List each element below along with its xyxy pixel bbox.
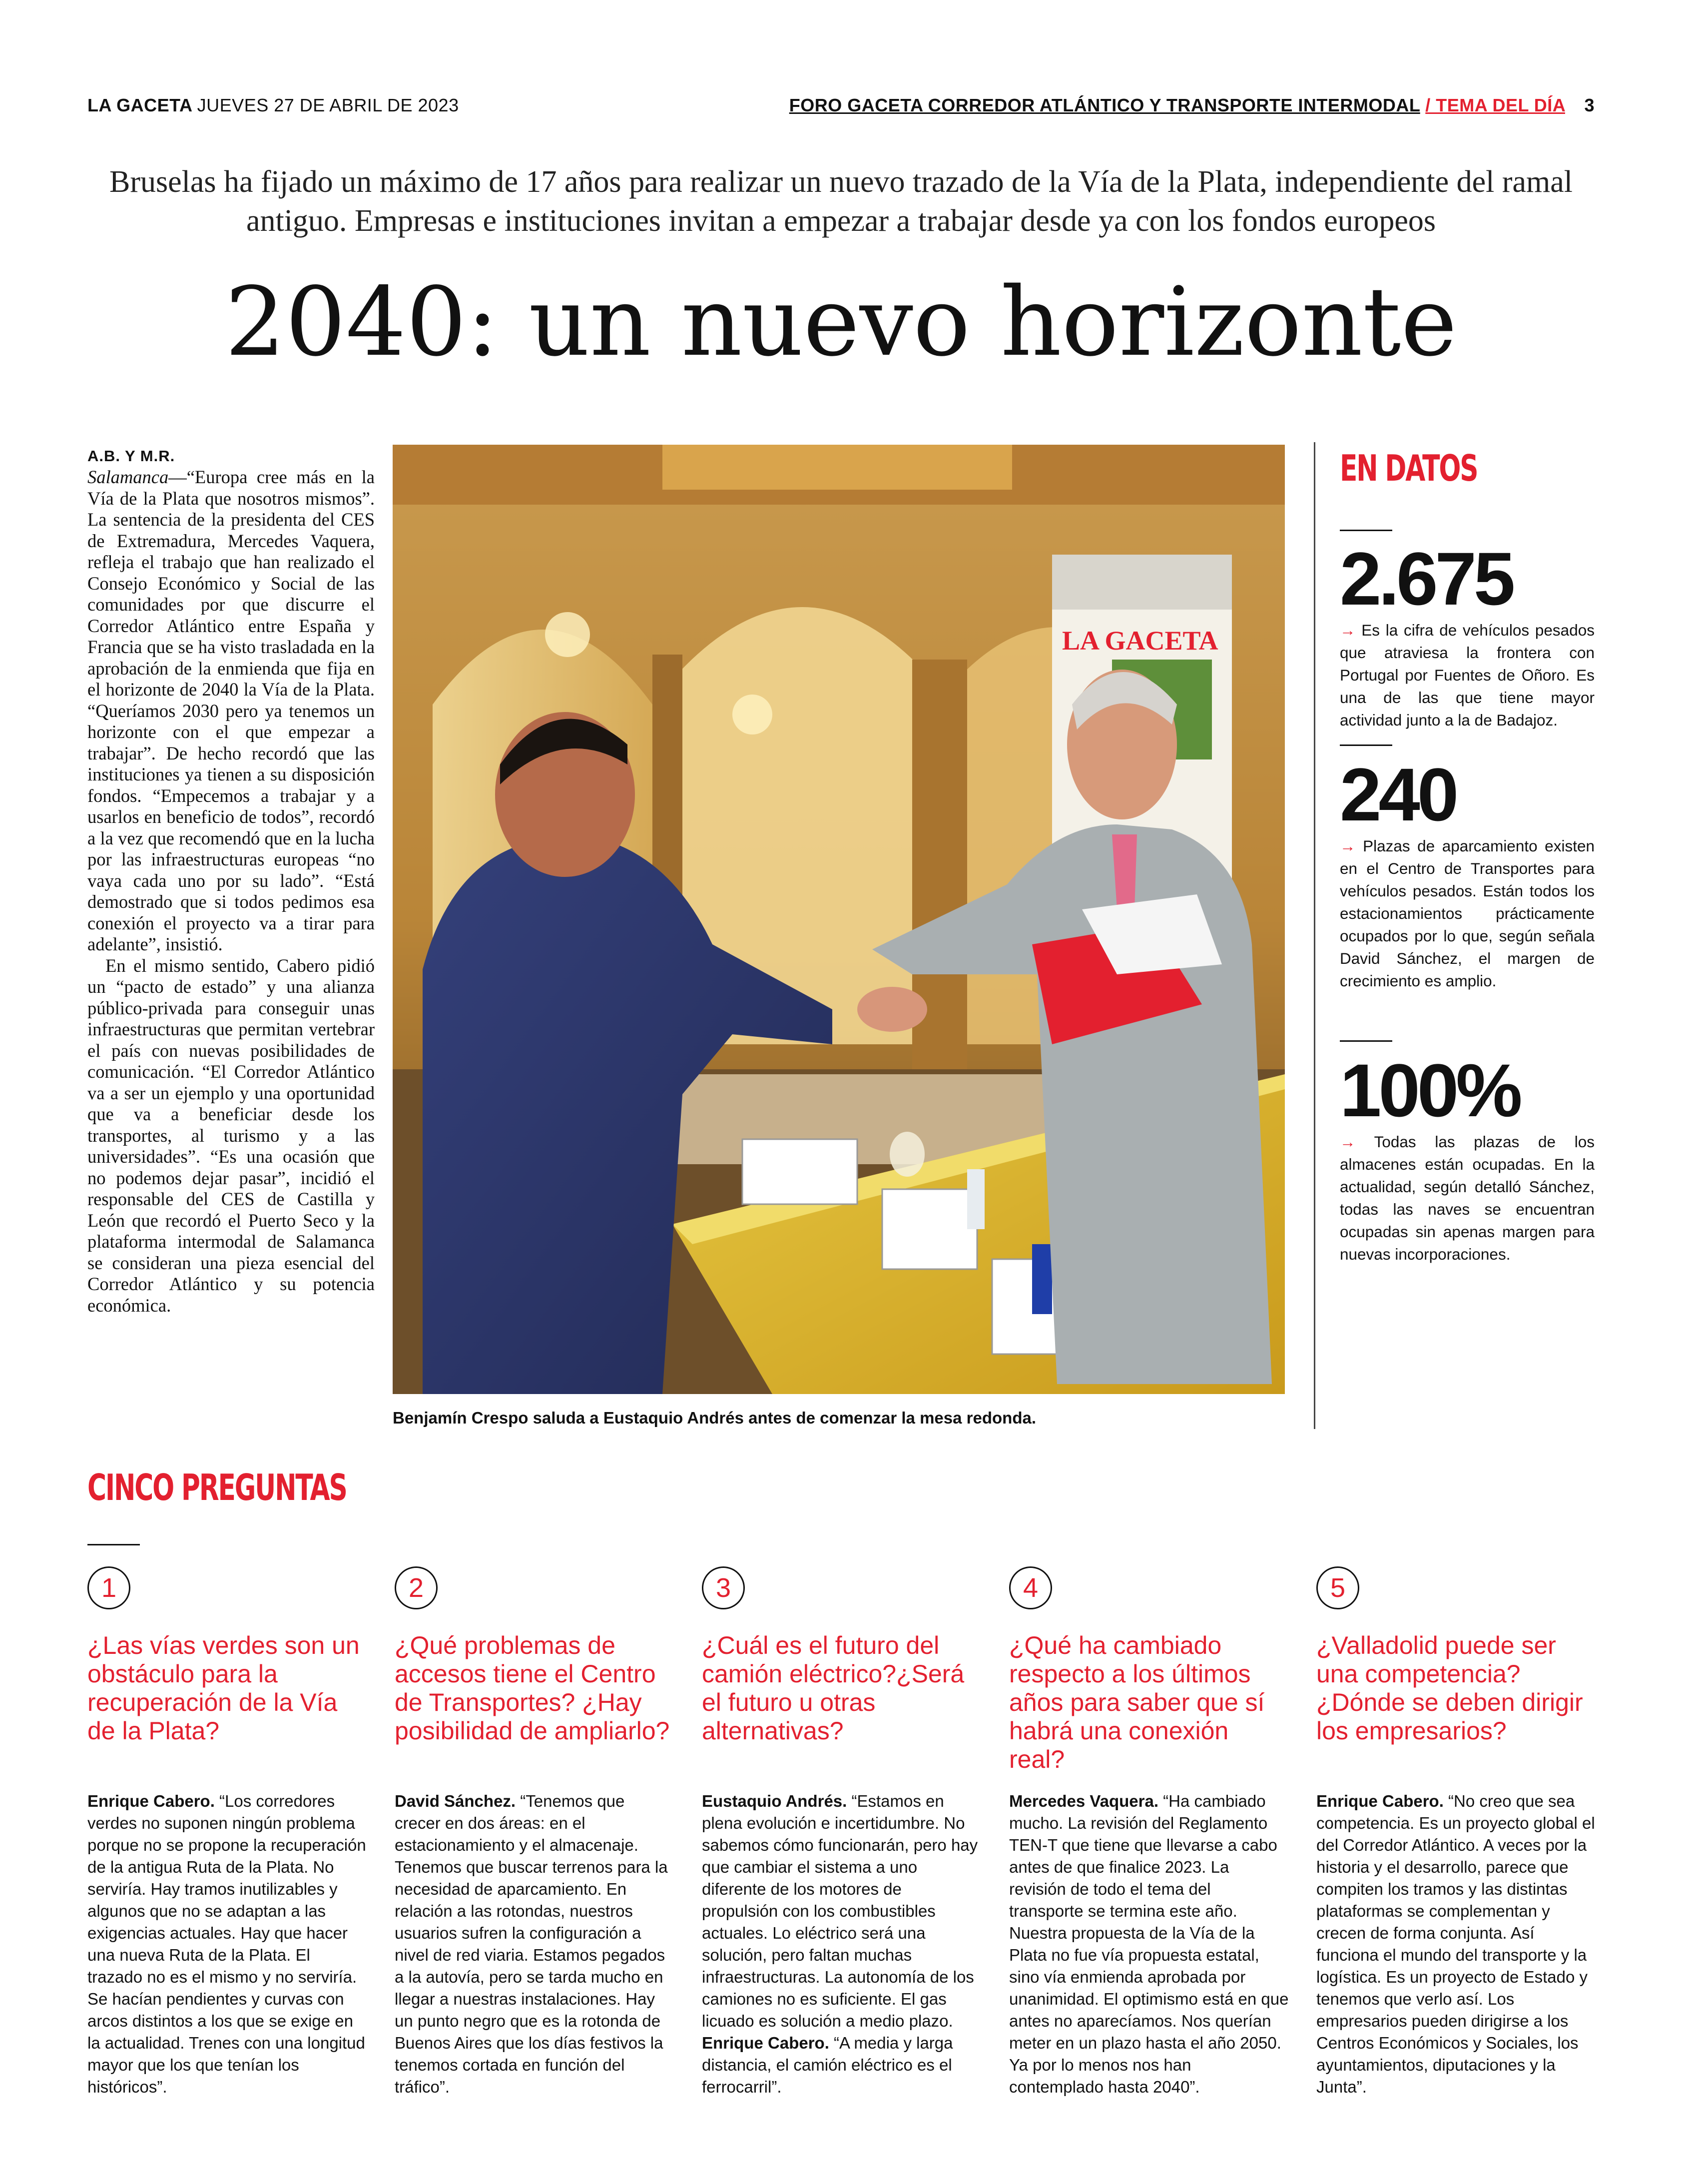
question-title: ¿Valladolid puede ser una competencia? ¿Dónde se deben dirigir los empresarios? — [1316, 1631, 1583, 1745]
answer-text — [87, 1790, 367, 2098]
article-body — [87, 446, 375, 1316]
answer-text — [395, 1790, 674, 2098]
question-number: 5 — [1316, 1566, 1359, 1609]
answer-speaker: Eustaquio Andrés. — [702, 1792, 847, 1810]
stat-item-2 — [1340, 744, 1595, 992]
banner-logo-text: LA GACETA — [1062, 626, 1218, 656]
question-title: ¿Qué ha cambiado respecto a los últimos años para saber que sí habrá una conexión real? — [1009, 1631, 1265, 1773]
issue-date: JUEVES 27 DE ABRIL DE 2023 — [197, 95, 459, 115]
dateline: Salamanca — [87, 467, 169, 487]
question-4 — [1009, 1566, 1289, 2098]
question-title: ¿Las vías verdes son un obstáculo para la recuperación de la Vía de la Plata? — [87, 1631, 360, 1745]
topic-label: / TEMA DEL DÍA — [1425, 95, 1565, 115]
cinco-preguntas-title: CINCO PREGUNTAS — [87, 1466, 347, 1508]
header-left — [87, 95, 459, 116]
section-rule — [87, 1544, 140, 1545]
arrow-icon: → — [1340, 837, 1356, 855]
article-paragraph-1 — [87, 467, 375, 955]
photo-caption: Benjamín Crespo saluda a Eustaquio Andrés antes de comenzar la mesa redonda. — [393, 1409, 1036, 1427]
answer-speaker: David Sánchez. — [395, 1792, 516, 1810]
stat-description — [1340, 619, 1595, 731]
answer-quote: “Los corredores verdes no suponen ningún problema porque no se propone la recuperación de la antigua Ruta de la Plata. No serviría. Hay tramos inutilizables y algunos que no se adaptan a las exigencias actuales. Hay que hacer una nueva Ruta de la Plata. El trazado no es el mismo y no serviría. Se hacían pendientes y curvas con arcos distintos a los que se exige en la actualidad. Trenes con una longitud mayor que los que tenían los históricos”. — [87, 1792, 366, 2096]
section-label: FORO GACETA CORREDOR ATLÁNTICO Y TRANSPORTE INTERMODAL — [789, 95, 1420, 115]
answer-text — [1316, 1790, 1596, 2098]
question-number: 3 — [702, 1566, 745, 1609]
question-2 — [395, 1566, 674, 2098]
stat-text: Plazas de aparcamiento existen en el Centro de Transportes para vehículos pesados. Están todos los estacionamientos prácticamente ocupados por lo que, según señala David Sánchez, el margen de crecimiento es amplio. — [1340, 837, 1595, 990]
question-5 — [1316, 1566, 1596, 2098]
article-paragraph-2: En el mismo sentido, Cabero pidió un “pacto de estado” y una alianza público-privada para conseguir unas infraestructuras que permitan vertebrar el país con nuevas posibilidades de comunicación. “El Corredor Atlántico va a ser un ejemplo y una oportunidad que va a beneficiar desde los transportes, al turismo y a las universidades”. “Es una ocasión que no podemos dejar pasar”, incidió el responsable del CES de Castilla y León que recordó el Puerto Seco y la plataforma intermodal de Salamanca se consideran una pieza esencial del Corredor Atlántico y su potencia económica. — [87, 955, 375, 1316]
event-photo — [393, 445, 1285, 1394]
question-number: 2 — [395, 1566, 438, 1609]
question-number: 4 — [1009, 1566, 1052, 1609]
answer-speaker: Enrique Cabero. — [87, 1792, 215, 1810]
article-text-1: —“Europa cree más en la Vía de la Plata que nosotros mismos”. La sentencia de la presidenta del CES de Extremadura, Mercedes Vaquera, refleja el trabajo que han realizado el Consejo Económico y Social de las comunidades por que discurre el Corredor Atlántico entre España y Francia que se ha visto trasladada en la aprobación de la enmienda que fija en el horizonte de 2040 la Vía de la Plata. “Queríamos 2030 pero ya tenemos un horizonte con el que empezar a trabajar”. De hecho recordó que las instituciones ya tienen a su disposición fondos. “Empecemos a trabajar y a usarlos en beneficio de todos”, recordó a la vez que recomendó que en la lucha por las infraestructuras europeas “no vaya cada uno por su lado”. “Está demostrado que si todos pedimos esa conexión el proyecto va a tirar para adelante”, insistió. — [87, 467, 375, 954]
page-number: 3 — [1584, 95, 1595, 115]
question-3 — [702, 1566, 982, 2098]
answer-quote: “Tenemos que crecer en dos áreas: en el estacionamiento y el almacenaje. Tenemos que buscar terrenos para la necesidad de aparcamiento. En relación a las rotondas, nuestros usuarios sufren la configuración a nivel de red viaria. Estamos pegados a la autovía, pero se tarda mucho en llegar a nuestras instalaciones. Hay un punto negro que es la rotonda de Buenos Aires que los días festivos la tenemos cortada en función del tráfico”. — [395, 1792, 668, 2096]
question-1 — [87, 1566, 367, 2098]
answer-speaker: Enrique Cabero. — [1316, 1792, 1444, 1810]
question-title: ¿Qué problemas de accesos tiene el Centro de Transportes? ¿Hay posibilidad de ampliarlo? — [395, 1631, 670, 1745]
headline: 2040: un nuevo horizonte — [225, 267, 1457, 377]
answer-quote: “Estamos en plena evolución e incertidumbre. No sabemos cómo funcionarán, pero hay que cambiar el sistema a uno diferente de los motores de propulsión con los combustibles actuales. Lo eléctrico será una solución, pero faltan muchas infraestructuras. La autonomía de los camiones no es suficiente. El gas licuado es solución a medio plazo. — [702, 1792, 978, 2030]
answer-text — [702, 1790, 982, 2098]
answer-text — [1009, 1790, 1289, 2098]
header-right — [789, 95, 1595, 116]
arrow-icon: → — [1340, 1133, 1356, 1151]
question-number: 1 — [87, 1566, 130, 1609]
stat-number: 2.675 — [1340, 537, 1513, 621]
stat-text: Es la cifra de vehículos pesados que atraviesa la frontera con Portugal por Fuentes de Oñoro. Es una de las que tiene mayor actividad junto a la de Badajoz. — [1340, 621, 1595, 729]
stat-rule — [1340, 530, 1392, 531]
stat-description — [1340, 835, 1595, 992]
sidebar-divider — [1314, 442, 1315, 1429]
answer-quote-2: “A media y larga distancia, el camión eléctrico es el ferrocarril”. — [702, 2034, 953, 2096]
answer-speaker-2: Enrique Cabero. — [702, 2034, 829, 2052]
question-title: ¿Cuál es el futuro del camión eléctrico?¿Será el futuro u otras alternativas? — [702, 1631, 965, 1745]
stat-text: Todas las plazas de los almacenes están ocupadas. En la actualidad, según detalló Sánchez, todas las naves se encuentran ocupadas sin apenas margen para nuevas incorporaciones. — [1340, 1133, 1595, 1263]
stat-item-3 — [1340, 1040, 1595, 1266]
answer-speaker: Mercedes Vaquera. — [1009, 1792, 1158, 1810]
paper-name: LA GACETA — [87, 95, 192, 115]
answer-quote: “No creo que sea competencia. Es un proyecto global el del Corredor Atlántico. A veces por la historia y el desarrollo, parece que compiten los tramos y las distintas plataformas se complementan y crecen de forma conjunta. Así funciona el mundo del transporte y la logística. Es un proyecto de Estado y tenemos que verlo así. Los empresarios pueden dirigirse a los Centros Económicos y Sociales, los ayuntamientos, diputaciones y la Junta”. — [1316, 1792, 1595, 2096]
answer-quote: “Ha cambiado mucho. La revisión del Reglamento TEN-T que tiene que llevarse a cabo antes de que finalice 2023. La revisión de todo el tema del transporte se termina este año. Nuestra propuesta de la Vía de la Plata no fue vía propuesta estatal, sino vía enmienda aprobada por unanimidad. El optimismo está en que antes no aparecíamos. Nos querían meter en un plazo hasta el año 2050. Ya por lo menos nos han contemplado hasta 2040”. — [1009, 1792, 1289, 2096]
dek: Bruselas ha fijado un máximo de 17 años para realizar un nuevo trazado de la Vía de la Plata, independiente del ramal antiguo. Empresas e instituciones invitan a empezar a trabajar desde ya con los fondos europeos — [109, 165, 1573, 238]
stat-number: 100% — [1340, 1048, 1520, 1132]
stat-rule — [1340, 1040, 1392, 1042]
stat-item-1 — [1340, 530, 1595, 731]
stat-rule — [1340, 744, 1392, 746]
stat-number: 240 — [1340, 752, 1456, 836]
stat-description — [1340, 1131, 1595, 1266]
arrow-icon: → — [1340, 621, 1356, 639]
byline: A.B. Y M.R. — [87, 447, 175, 465]
en-datos-title: EN DATOS — [1340, 447, 1478, 489]
